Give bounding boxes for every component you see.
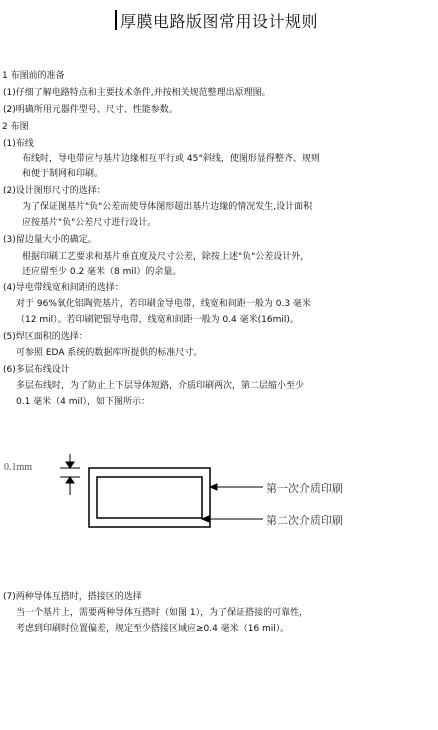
text-line: 0.1 毫米（4 mil），如下图所示： [16, 397, 151, 407]
text-line: (2)明确所用元器件型号、尺寸、性能参数。 [3, 105, 178, 115]
text-line: 为了保证图基片"负"公差而使导体图形超出基片边缘的情况发生,设计面积 [22, 202, 313, 212]
first-print-label: 第一次介质印刷 [266, 482, 343, 495]
text-line: 考虑到印刷时位置偏差，规定至少搭接区域应≥0.4 毫米（16 mil）。 [16, 624, 290, 634]
text-line: (4)导电带线宽和间距的选择： [3, 283, 124, 293]
text-line: (3)留边量大小的确定。 [3, 235, 97, 245]
dimension-label: 0.1mm [4, 462, 33, 473]
text-line: 和便于制网和印刷。 [22, 169, 104, 179]
text-line: 多层布线时，为了防止上下层导体短路，介质印刷两次，第二层缩小至少 [16, 381, 305, 391]
page-title: 厚膜电路版图常用设计规则 [119, 12, 318, 31]
text-line: 布线时，导电带应与基片边缘相互平行或 45°斜线，使图形显得整齐、规则 [22, 154, 320, 164]
text-line: 对于 96%氧化铝陶瓷基片，若印刷金导电带，线宽和间距一般为 0.3 毫米 [16, 299, 311, 309]
text-line: (1)仔细了解电路特点和主要技术条件,并按相关规范整理出原理图。 [3, 88, 271, 98]
text-line: 2 布图 [2, 122, 29, 132]
text-line: 可参照 EDA 系统的数据库所提供的标准尺寸。 [16, 348, 203, 358]
text-line: 1 布图前的准备 [2, 71, 65, 81]
text-line: (1)布线 [3, 139, 34, 149]
callout-arrows [202, 484, 263, 522]
text-line: 应按基片"负"公差尺寸进行设计。 [22, 218, 157, 228]
text-line: (2)设计图形尺寸的选择： [3, 186, 106, 196]
text-line: (7)两种导体互搭时，搭接区的选择 [3, 592, 142, 602]
text-line: (5)焊区面积的选择： [3, 332, 88, 342]
second-print-layer [97, 477, 202, 518]
text-line: (6)多层布线设计 [3, 365, 70, 375]
text-line: 当一个基片上，需要两种导体互搭时（如图 1），为了保证搭接的可靠性， [16, 608, 309, 618]
dimension-marker [60, 454, 80, 495]
text-line: 还应留至少 0.2 毫米（8 mil）的余量。 [22, 267, 182, 277]
text-line: （12 mil）。若印刷钯银导电带，线宽和间距一般为 0.4 毫米(16mil)。 [16, 315, 299, 325]
text-line: 根据印刷工艺要求和基片垂直度及尺寸公差，除按上述"负"公差设计外， [22, 252, 310, 262]
second-print-label: 第二次介质印刷 [266, 514, 343, 527]
